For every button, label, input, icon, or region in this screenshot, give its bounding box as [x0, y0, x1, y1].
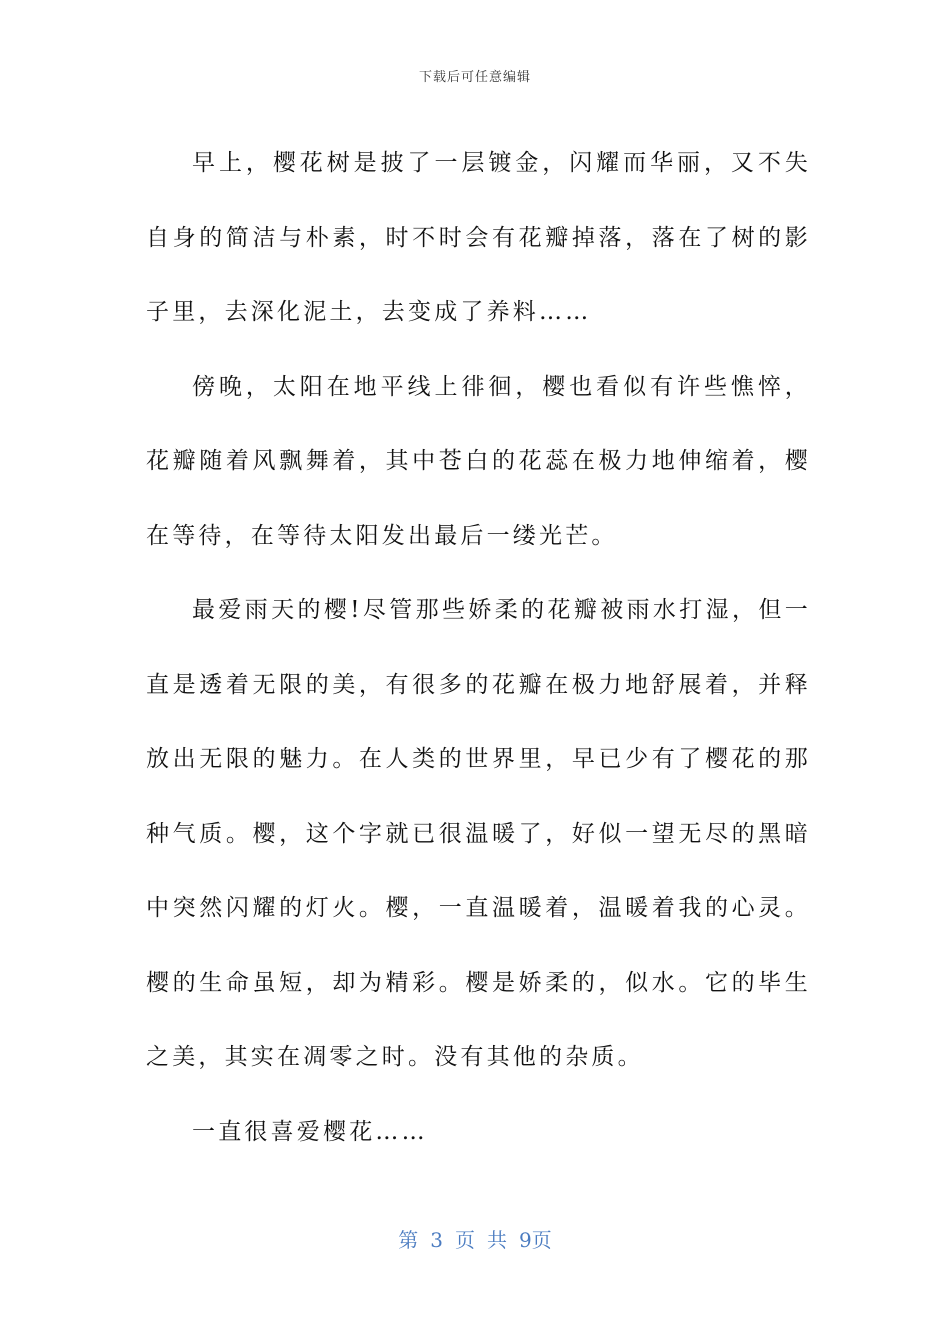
page-footer: [0, 1224, 950, 1253]
footer-current-page: 3: [430, 1228, 443, 1252]
footer-total-pages: 9页: [519, 1228, 552, 1252]
page-header: 下载后可任意编辑: [418, 70, 531, 85]
footer-page-label: 页: [455, 1228, 475, 1252]
footer-prefix: 第: [398, 1228, 419, 1252]
paragraph-morning: 早上，樱花树是披了一层镀金，闪耀而华丽，又不失自身的简洁与朴素，时不时会有花瓣掉落，落在了树的影子里，去深化泥土，去变成了养料……: [146, 150, 811, 325]
footer-total-prefix: 共: [487, 1228, 507, 1252]
paragraph-rainy-day: 最爱雨天的樱!尽管那些娇柔的花瓣被雨水打湿，但一直是透着无限的美，有很多的花瓣在极力地舒展着，并释放出无限的魅力。在人类的世界里，早已少有了樱花的那种气质。樱，这个字就已很温暖了，好似一望无尽的黑暗中突然闪耀的灯火。樱，一直温暖着，温暖着我的心灵。樱的生命虽短，却为精彩。樱是娇柔的，似水。它的毕生之美，其实在凋零之时。没有其他的杂质。: [146, 597, 811, 1070]
document-body: [146, 126, 811, 1169]
paragraph-evening: 傍晚，太阳在地平线上徘徊，樱也看似有许些憔悴，花瓣随着风飘舞着，其中苍白的花蕊在极力地伸缩着，樱在等待，在等待太阳发出最后一缕光芒。: [146, 373, 811, 549]
paragraph-closing: 一直很喜爱樱花……: [192, 1118, 428, 1145]
